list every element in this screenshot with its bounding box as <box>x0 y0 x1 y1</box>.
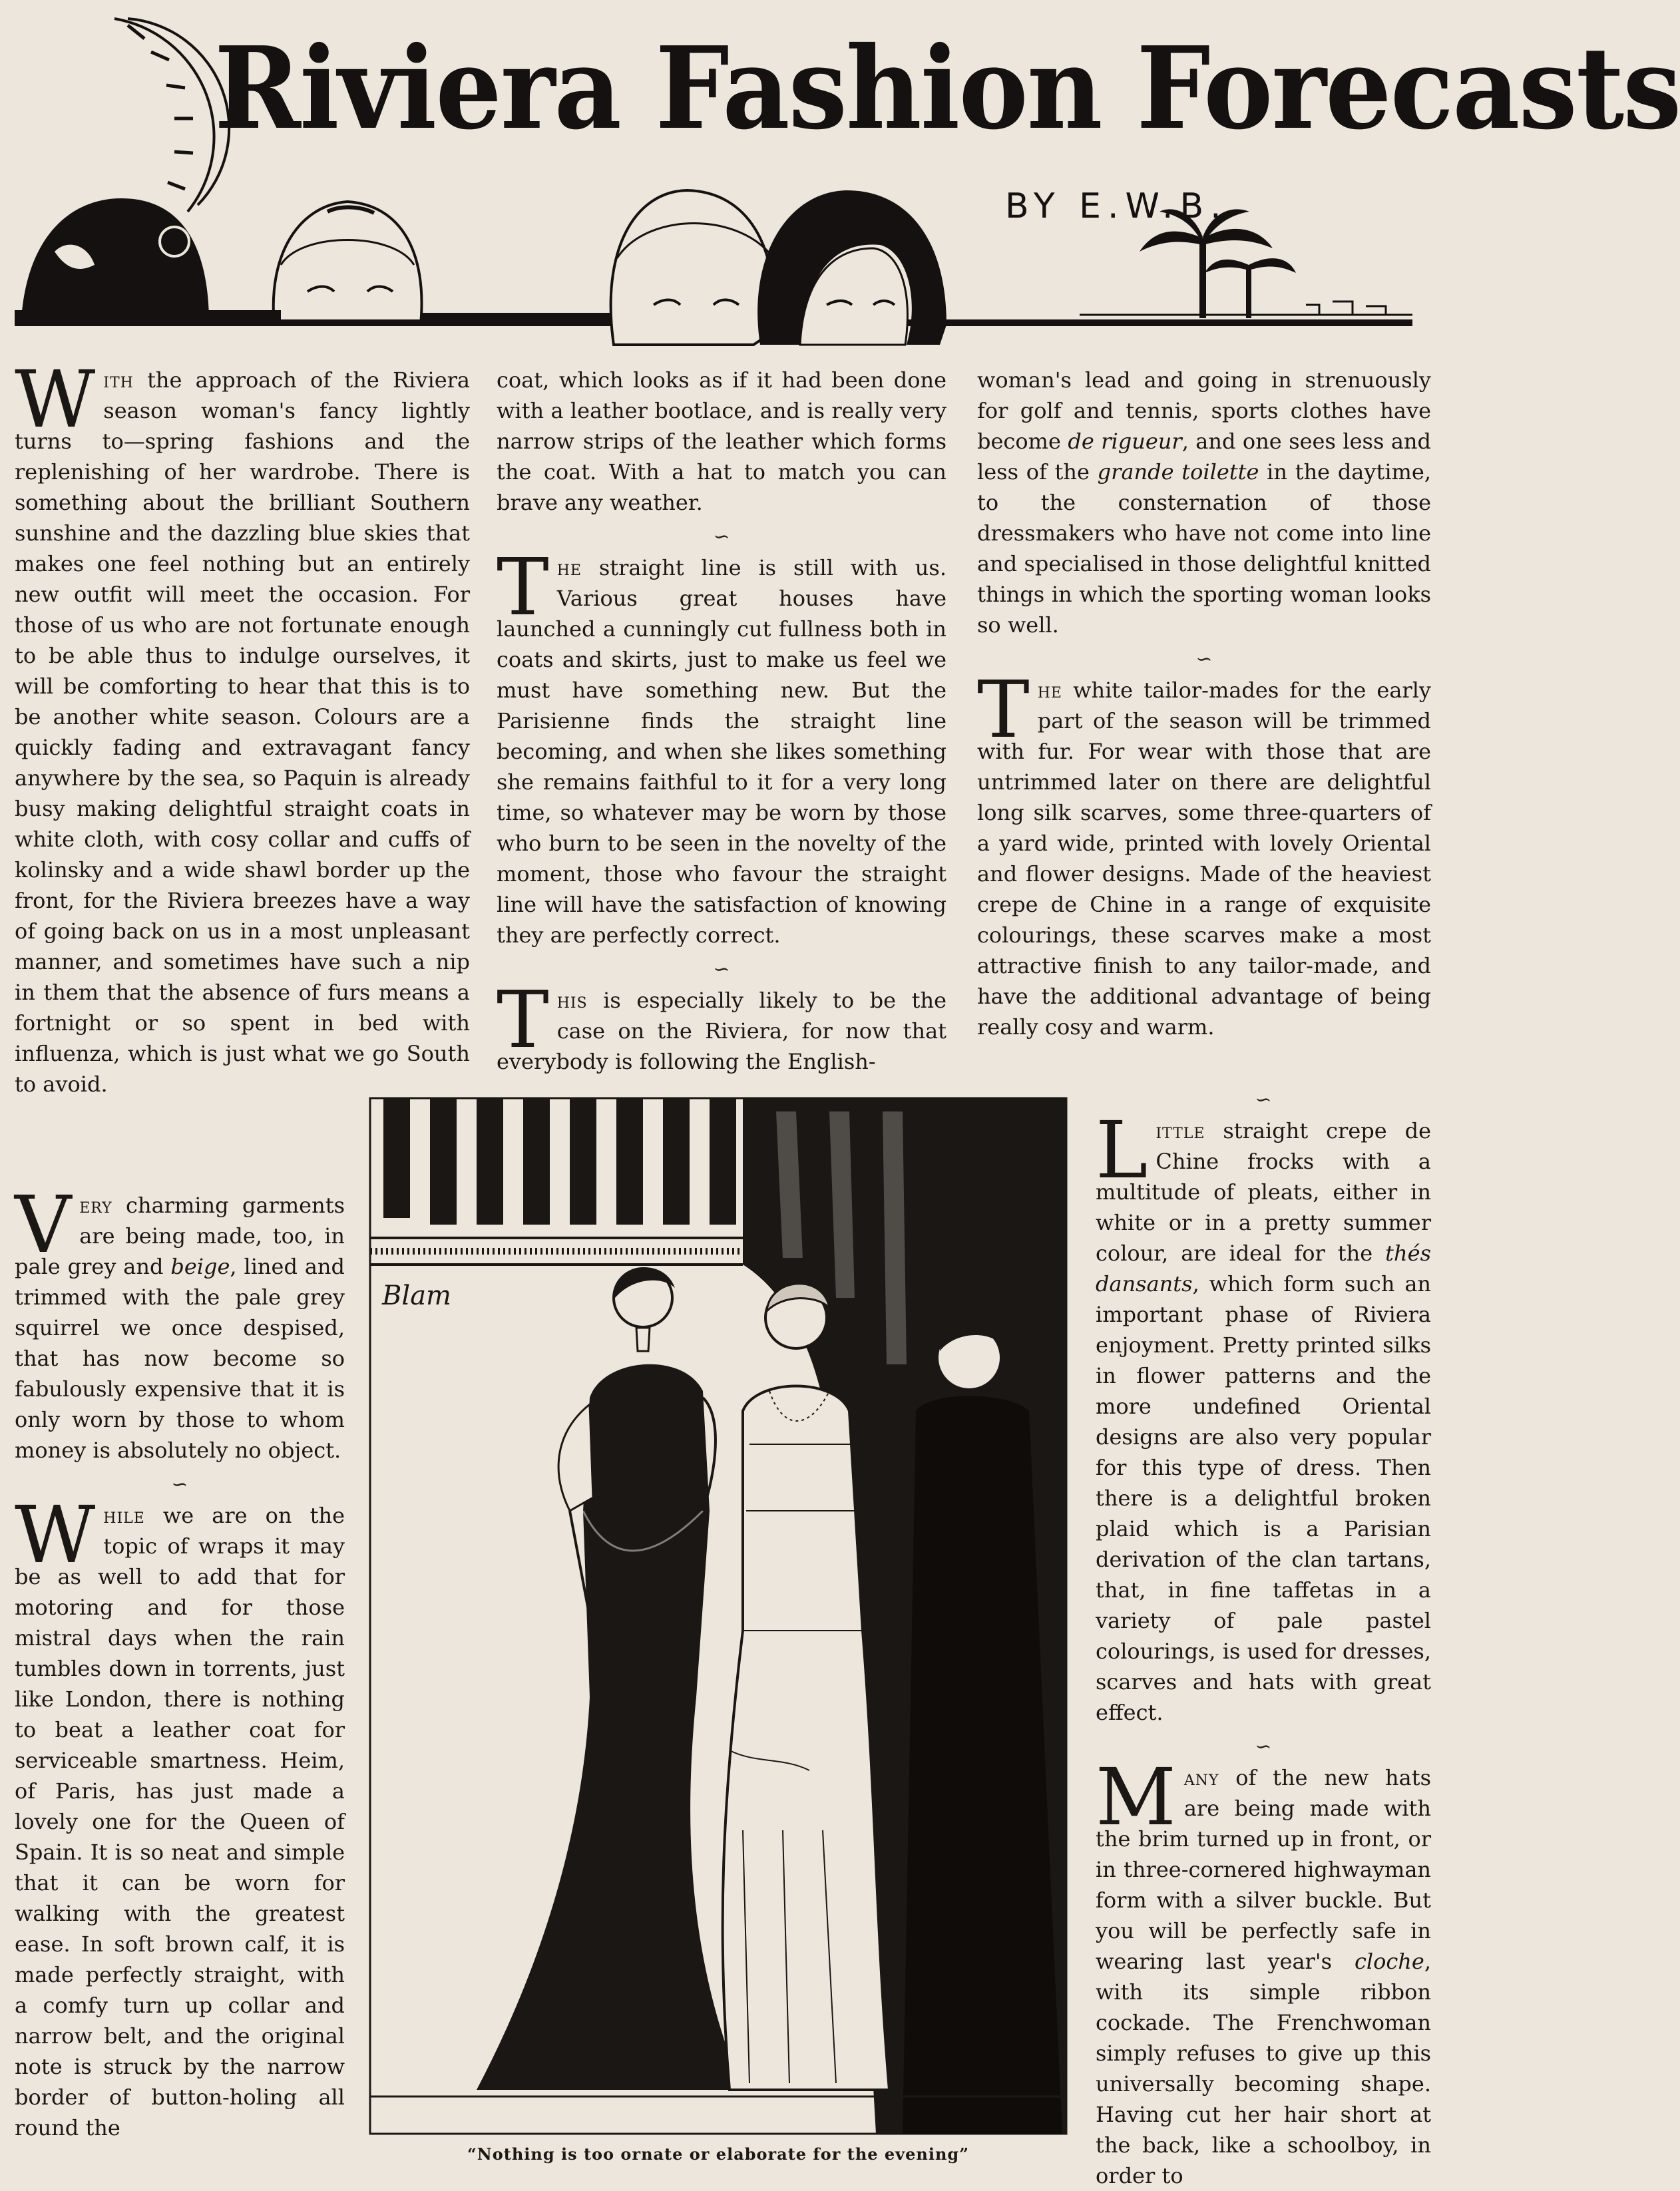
paragraph-text: in the daytime, to the consternation of those dressmakers who have not come into line and specialised in those delightful knitted things in which the sporting woman looks so well. <box>977 459 1432 638</box>
drop-cap: L <box>1096 1104 1148 1196</box>
lead-in: he <box>1037 678 1062 703</box>
column-3-lower <box>1096 1085 1431 2191</box>
lead-in: ery <box>79 1193 112 1218</box>
paragraph-text: straight line is still with us. Various great houses have launched a cunningly cut fullness both in coats and skirts, just to make us feel we must have something new. But the Parisienne finds the straight line becoming, and when she likes something she remains faithful to it for a very long time, so whatever may be worn by those who burn to be seen in the novelty of the moment, those who favour the straight line will have the satisfaction of knowing they are perfectly correct. <box>497 555 946 948</box>
header-banner <box>15 12 1680 345</box>
paragraph: coat, which looks as if it had been done with a leather bootlace, and is really very narrow strips of the leather which forms the coat. With a hat to match you can brave any weather. <box>497 367 946 515</box>
ornament-divider: ∽ <box>1255 1088 1272 1111</box>
paragraph-text: woman's lead and going in strenuously for golf and tennis, sports clothes have become <box>977 367 1431 454</box>
lead-in: hile <box>103 1503 145 1528</box>
drop-cap: V <box>15 1179 72 1271</box>
lead-in: his <box>556 988 588 1013</box>
drop-cap: T <box>977 664 1030 755</box>
article-byline: BY E.W.B. <box>1005 186 1228 226</box>
fashion-illustration <box>370 1098 1066 2134</box>
paragraph <box>1096 1104 1431 1728</box>
paragraph <box>15 1179 345 1466</box>
paragraph <box>15 353 470 1099</box>
ornament-divider: ∽ <box>713 958 730 981</box>
drop-cap: W <box>15 1489 96 1581</box>
column-1-upper <box>15 353 470 1099</box>
paragraph-text: the approach of the Riviera season woman's fancy lightly turns to—spring fashions and the replenishing of her wardrobe. There is something about the brilliant Southern sunshine and the dazzling blue skies that makes one feel nothing but an entirely new outfit will meet the occasion. For those of us who are not fortunate enough to be able thus to indulge ourselves, it will be comforting to hear that this is to be another white season. Colours are a quickly fading and extravagant fancy anywhere by the sea, so Paquin is already busy making delightful straight coats in white cloth, with cosy collar and cuffs of kolinsky and a wide shawl border up the front, for the Riviera breezes have a way of going back on us in a most unpleasant manner, and sometimes have such a nip in them that the absence of furs means a fortnight or so spent in bed with influenza, which is just what we go South to avoid. <box>15 367 470 1097</box>
drop-cap: W <box>15 353 96 445</box>
lead-in: he <box>556 555 582 580</box>
paragraph-text: is especially likely to be the case on the Riviera, for now that everybody is following the English- <box>497 988 946 1074</box>
lead-in: ittle <box>1155 1118 1205 1143</box>
drop-cap: T <box>497 974 549 1066</box>
paragraph <box>497 974 946 1077</box>
paragraph-text: of the new hats are being made with the brim turned up in front, or in three-cornered highwayman form with a silver buckle. But you will be perfectly safe in wearing last year's <box>1096 1765 1431 1974</box>
ornament-divider: ∽ <box>713 525 730 548</box>
paragraph-text: charming garments are being made, too, in pale grey and <box>15 1193 345 1279</box>
drop-cap: T <box>497 541 549 633</box>
evening-gowns-drawing <box>370 1098 1066 2134</box>
column-3-upper <box>977 365 1431 1042</box>
paragraph <box>497 541 946 950</box>
ornament-divider: ∽ <box>171 1473 188 1496</box>
paragraph-text: straight crepe de Chine frocks with a multitude of pleats, either in white or in a pretty summer colour, are ideal for the <box>1096 1118 1431 1266</box>
column-2 <box>497 365 946 1077</box>
svg-text:Blam: Blam <box>382 1281 451 1311</box>
italic-term: beige <box>170 1254 230 1279</box>
italic-term: thés dansants <box>1096 1241 1431 1296</box>
drop-cap: M <box>1096 1751 1176 1843</box>
paragraph-text: , with its simple ribbon cockade. The Frenchwoman simply refuses to give up this universally becoming shape. Having cut her hair short at the back, like a schoolboy, in order to <box>1096 1949 1431 2188</box>
italic-term: cloche <box>1354 1949 1424 1974</box>
paragraph <box>1096 1751 1431 2191</box>
paragraph-text: , which form such an important phase of Riviera enjoyment. Pretty printed silks in flower patterns and the more undefined Oriental designs are also very popular for this type of dress. Then there is a delightful broken plaid which is a Parisian derivation of the clan tartans, that, in fine taffetas in a variety of pale pastel colourings, is used for dresses, scarves and hats with great effect. <box>1096 1271 1431 1725</box>
illustration-caption: “Nothing is too ornate or elaborate for the evening” <box>467 2144 969 2164</box>
paragraph-text: we are on the topic of wraps it may be as well to add that for motoring and for those mistral days when the rain tumbles down in torrents, just like London, there is nothing to beat a leather coat for serviceable smartness. Heim, of Paris, has just made a lovely one for the Queen of Spain. It is so neat and simple that it can be worn for walking with the greatest ease. In soft brown calf, it is made perfectly straight, with a comfy turn up collar and narrow belt, and the original note is struck by the narrow border of button-holing all round the <box>15 1503 345 2140</box>
lead-in: any <box>1183 1765 1219 1790</box>
paragraph-text: , and one sees less and less of the <box>977 429 1432 485</box>
paragraph <box>977 365 1431 640</box>
paragraph-text: , lined and trimmed with the pale grey squirrel we once despised, that has now become so fabulously expensive that it is only worn by those to whom money is absolutely no object. <box>15 1254 345 1463</box>
ornament-divider: ∽ <box>1195 648 1213 671</box>
paragraph <box>977 664 1431 1042</box>
italic-term: grande toilette <box>1097 459 1259 485</box>
column-1-lower <box>15 1179 345 2143</box>
italic-term: de rigueur <box>1068 429 1182 454</box>
ornament-divider: ∽ <box>1255 1735 1272 1758</box>
lead-in: ith <box>103 367 134 393</box>
paragraph <box>15 1489 345 2143</box>
article-title: Riviera Fashion Forecasts <box>214 22 1680 155</box>
paragraph-text: white tailor-mades for the early part of the season will be trimmed with fur. For wear with those that are untrimmed later on there are delightful long silk scarves, some three-quarters of a yard wide, printed with lovely Oriental and flower designs. Made of the heaviest crepe de Chine in a range of exquisite colourings, these scarves make a most attractive finish to any tailor-made, and have the additional advantage of being really cosy and warm. <box>977 678 1431 1040</box>
